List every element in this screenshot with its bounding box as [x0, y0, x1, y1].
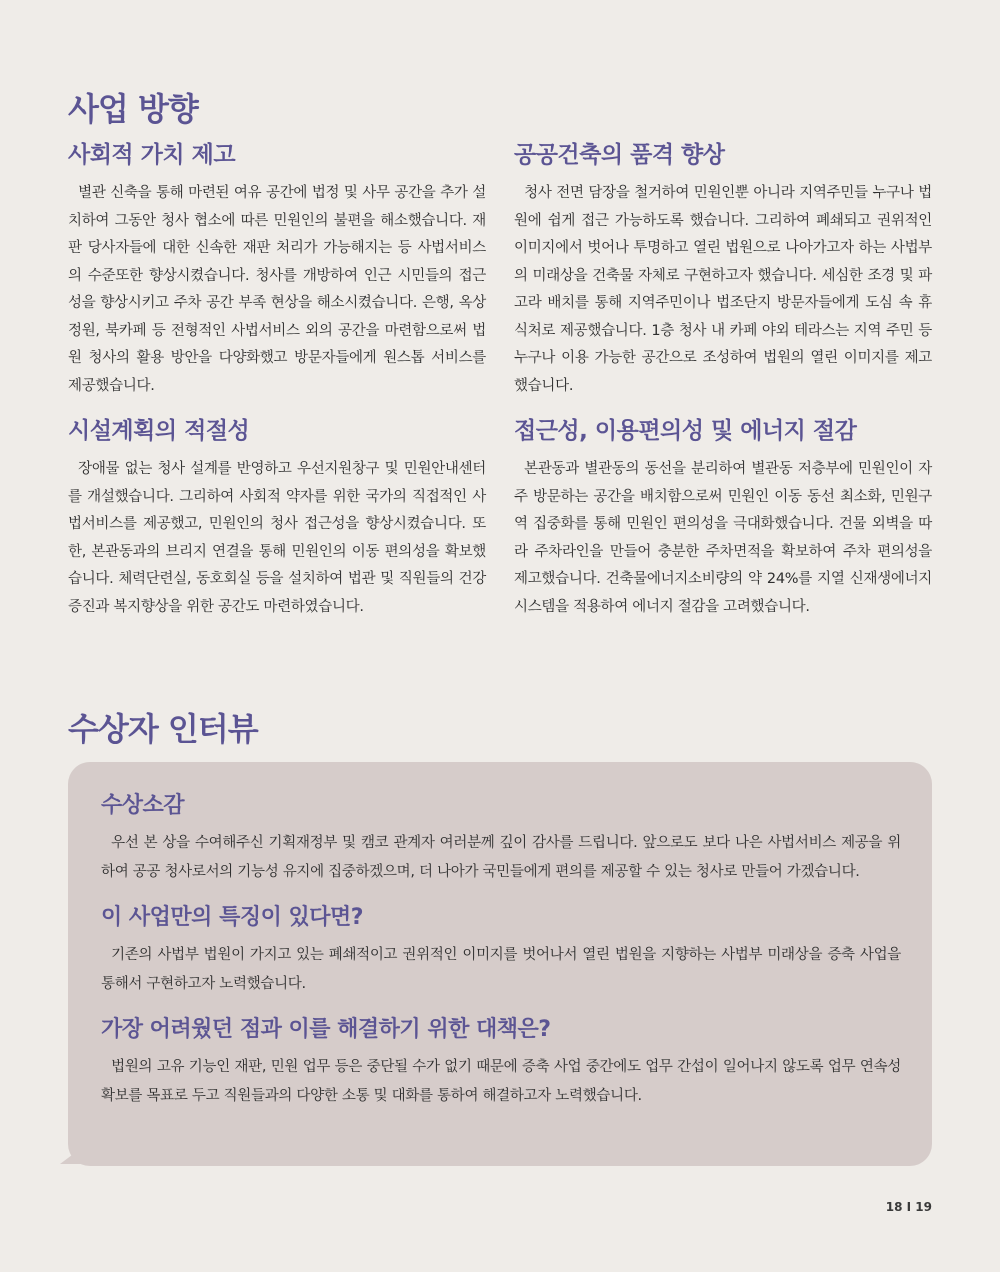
interview-speech-bubble: [68, 762, 932, 1166]
section-title-interview: 수상자 인터뷰: [68, 710, 258, 748]
paragraph: 장애물 없는 청사 설계를 반영하고 우선지원창구 및 민원안내센터를 개설했습니다. 그리하여 사회적 약자를 위한 국가의 직접적인 사법서비스를 제공했고, 민원인의 청사 접근성을 향상시켰습니다. 또한, 본관동과의 브리지 연결을 통해 민원인의 이동 편의성을 확보했습니다. 체력단련실, 동호회실 등을 설치하여 법관 및 직원들의 건강증진과 복지향상을 위한 공간도 마련하였습니다.: [68, 461, 486, 615]
subheading: 접근성, 이용편의성 및 에너지 절감: [514, 418, 857, 444]
interview-answer: 법원의 고유 기능인 재판, 민원 업무 등은 중단될 수가 없기 때문에 증축 사업 중간에도 업무 간섭이 일어나지 않도록 업무 연속성 확보를 목표로 두고 직원들과의 다양한 소통 및 대화를 통하여 해결하고자 노력했습니다.: [101, 1059, 901, 1104]
subheading: 사회적 가치 제고: [68, 142, 236, 168]
interview-question: 이 사업만의 특징이 있다면?: [101, 905, 364, 930]
section-title-direction: 사업 방향: [68, 90, 198, 128]
section-public-architecture: [514, 138, 932, 400]
interview-question: 가장 어려웠던 점과 이를 해결하기 위한 대책은?: [101, 1017, 551, 1042]
section-facility-planning: [68, 414, 486, 621]
subheading: 공공건축의 품격 향상: [514, 142, 725, 168]
interview-answer: 우선 본 상을 수여해주신 기획재정부 및 캠코 관계자 여러분께 깊이 감사를 드립니다. 앞으로도 보다 나은 사법서비스 제공을 위하여 공공 청사로서의 기능성 유지에 집중하겠으며, 더 나아가 국민들에게 편의를 제공할 수 있는 청사로 만들어 가겠습니다.: [101, 835, 901, 880]
paragraph: 별관 신축을 통해 마련된 여유 공간에 법정 및 사무 공간을 추가 설치하여 그동안 청사 협소에 따른 민원인의 불편을 해소했습니다. 재판 당사자들에 대한 신속한 재판 처리가 가능해지는 등 사법서비스의 수준또한 향상시켰습니다. 청사를 개방하여 인근 시민들의 접근성을 향상시키고 주차 공간 부족 현상을 해소시켰습니다. 은행, 옥상정원, 북카페 등 전형적인 사법서비스 외의 공간을 마련함으로써 법원 청사의 활용 방안을 다양화했고 방문자들에게 원스톱 서비스를 제공했습니다.: [68, 185, 486, 394]
page-number: 18 I 19: [885, 1200, 932, 1214]
section-accessibility-energy: [514, 414, 932, 621]
paragraph: 본관동과 별관동의 동선을 분리하여 별관동 저층부에 민원인이 자주 방문하는 공간을 배치함으로써 민원인 이동 동선 최소화, 민원구역 집중화를 통해 민원인 편의성을 극대화했습니다. 건물 외벽을 따라 주차라인을 만들어 충분한 주차면적을 확보하여 주차 편의성을 제고했습니다. 건축물에너지소비량의 약 24%를 지열 신재생에너지시스템을 적용하여 에너지 절감을 고려했습니다.: [514, 461, 932, 615]
interview-answer: 기존의 사법부 법원이 가지고 있는 폐쇄적이고 권위적인 이미지를 벗어나서 열린 법원을 지향하는 사법부 미래상을 증축 사업을 통해서 구현하고자 노력했습니다.: [101, 947, 901, 992]
interview-question: 수상소감: [101, 793, 185, 818]
section-social-value: [68, 138, 486, 400]
subheading: 시설계획의 적절성: [68, 418, 250, 444]
interview-content: [101, 789, 901, 1125]
paragraph: 청사 전면 담장을 철거하여 민원인뿐 아니라 지역주민들 누구나 법원에 쉽게 접근 가능하도록 했습니다. 그리하여 폐쇄되고 권위적인 이미지에서 벗어나 투명하고 열린 법원으로 나아가고자 하는 사법부의 미래상을 건축물 자체로 구현하고자 했습니다. 세심한 조경 및 파고라 배치를 통해 지역주민이나 법조단지 방문자들에게 도심 속 휴식처로 제공했습니다. 1층 청사 내 카페 야외 테라스는 지역 주민 등 누구나 이용 가능한 공간으로 조성하여 법원의 열린 이미지를 제고했습니다.: [514, 185, 932, 394]
